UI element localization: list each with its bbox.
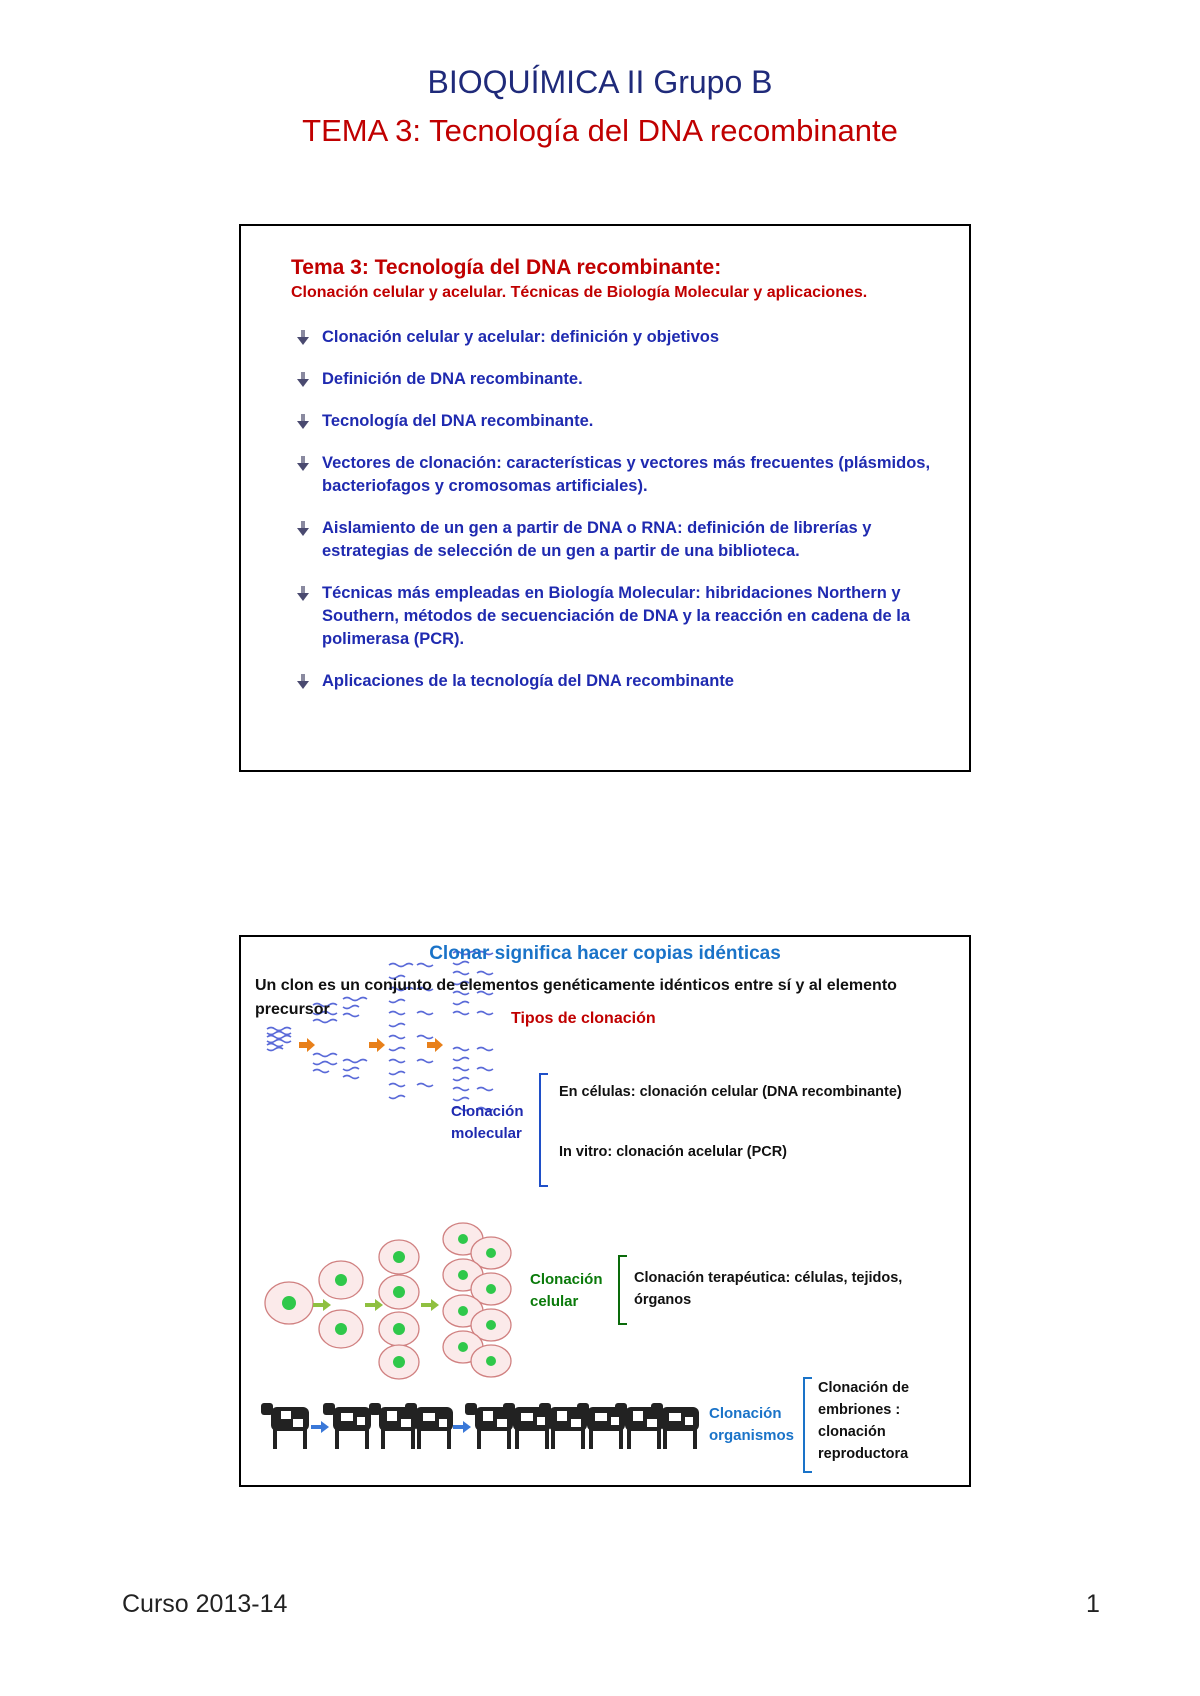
organism-bracket [803,1377,812,1473]
topic-item: Aplicaciones de la tecnología del DNA recombinante [296,670,946,693]
molecular-invitro-item: In vitro: clonación acelular (PCR) [559,1144,788,1160]
slide-cloning-types [239,935,971,1487]
slide1-heading: Tema 3: Tecnología del DNA recombinante: [291,256,722,279]
topic-item: Aislamiento de un gen a partir de DNA o RNA: definición de librerías y estrategias de selección de un gen a partir de una biblioteca. [296,517,946,563]
cells [265,1223,511,1379]
topic-item: Tecnología del DNA recombinante. [296,410,946,433]
molecular-arrows [299,1038,443,1052]
footer-page-number: 1 [1086,1590,1100,1618]
arrow-down-bullet-icon [296,586,310,602]
slide-topic-outline [239,224,971,772]
cellular-bracket [618,1255,627,1325]
arrow-down-bullet-icon [296,674,310,690]
topic-item: Técnicas más empleadas en Biología Molecular: hibridaciones Northern y Southern, métodos de secuenciación de DNA y la reacción en cadena de la polimerasa (PCR). [296,582,946,651]
arrow-down-bullet-icon [296,521,310,537]
topic-list [296,326,946,712]
arrow-down-bullet-icon [296,414,310,430]
topic-item: Clonación celular y acelular: definición y objetivos [296,326,946,349]
organism-cloning-label: Clonación organismos [709,1405,795,1444]
therapeutic-cloning-item: Clonación terapéutica: células, tejidos, órganos [634,1270,903,1308]
cloning-types-heading: Tipos de clonación [511,1010,656,1027]
molecular-cells-item: En células: clonación celular (DNA recombinante) [559,1084,902,1100]
topic-item: Definición de DNA recombinante. [296,368,946,391]
document-subtitle: TEMA 3: Tecnología del DNA recombinante [302,113,898,148]
cellular-arrows [313,1299,439,1311]
topic-item: Vectores de clonación: características y vectores más frecuentes (plásmidos, bacteriofagos y cromosomas artificiales). [296,452,946,498]
document-title: BIOQUÍMICA II Grupo B [427,64,773,100]
slide1-subheading: Clonación celular y acelular. Técnicas de Biología Molecular y aplicaciones. [291,284,868,301]
cellular-cloning-label: Clonación celular [530,1271,603,1310]
arrow-down-bullet-icon [296,456,310,472]
clone-definition: Un clon es un conjunto de elementos genéticamente idénticos entre sí y al elemento precursor [255,977,897,1018]
reproductive-cloning-item: Clonación de embriones : clonación reproductora [818,1380,910,1462]
footer-course: Curso 2013-14 [122,1590,288,1618]
molecular-cloning-label: Clonación molecular [451,1103,524,1142]
slide2-title: Clonar significa hacer copias idénticas [429,943,781,964]
molecular-bracket [539,1073,548,1187]
arrow-down-bullet-icon [296,372,310,388]
arrow-down-bullet-icon [296,330,310,346]
